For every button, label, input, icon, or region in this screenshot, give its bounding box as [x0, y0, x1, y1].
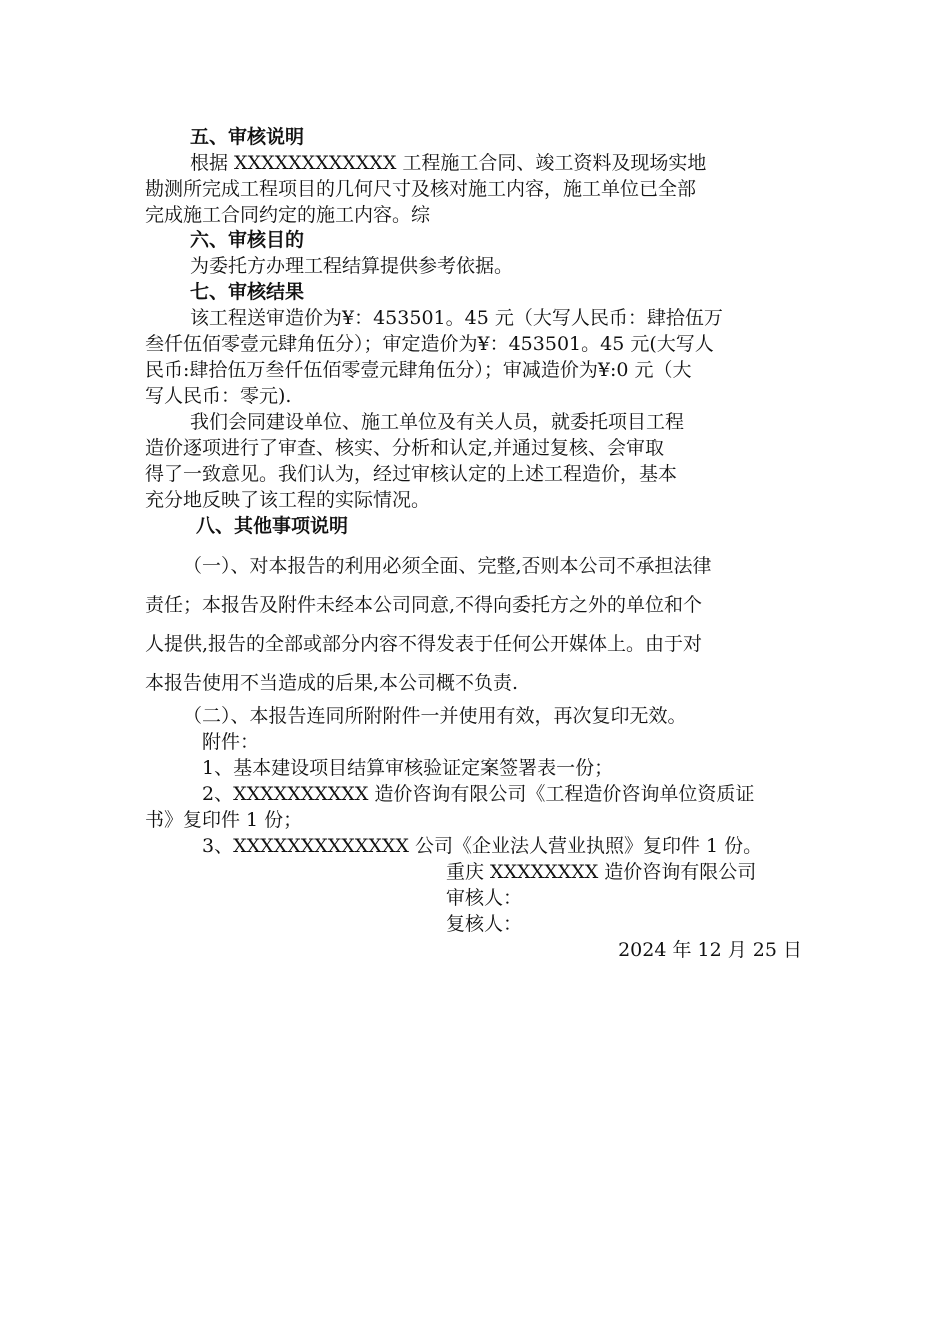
paragraph-line: 造价逐项进行了审查、核实、分析和认定,并通过复核、会审取: [145, 437, 665, 459]
signature-company: 重庆 XXXXXXXX 造价咨询有限公司: [446, 861, 757, 883]
section-heading-audit-description: 五、审核说明: [190, 126, 305, 148]
paragraph-line: 勘测所完成工程项目的几何尺寸及核对施工内容，施工单位已全部: [145, 178, 697, 200]
paragraph-line: 我们会同建设单位、施工单位及有关人员，就委托项目工程: [190, 411, 685, 433]
paragraph-line: 本报告使用不当造成的后果,本公司概不负责.: [145, 672, 519, 694]
paragraph-line: 充分地反映了该工程的实际情况。: [145, 489, 431, 511]
paragraph-line: （一）、对本报告的利用必须全面、完整,否则本公司不承担法律: [183, 555, 712, 577]
section-heading-audit-result: 七、审核结果: [190, 281, 305, 303]
attachment-item: 2、XXXXXXXXXX 造价咨询有限公司《工程造价咨询单位资质证: [202, 783, 755, 805]
paragraph-line: 完成施工合同约定的施工内容。综: [145, 204, 431, 226]
paragraph-line: 写人民币：零元).: [145, 385, 292, 407]
signature-reviewer: 复核人：: [446, 913, 523, 935]
paragraph-line: 为委托方办理工程结算提供参考依据。: [190, 255, 514, 277]
section-heading-audit-purpose: 六、审核目的: [190, 229, 305, 251]
paragraph-line: 人提供,报告的全部或部分内容不得发表于任何公开媒体上。由于对: [145, 633, 703, 655]
attachment-item: 书》复印件 1 份；: [145, 809, 303, 831]
paragraph-line: （二）、本报告连同所附附件一并使用有效，再次复印无效。: [183, 705, 687, 727]
attachments-label: 附件：: [202, 731, 260, 753]
section-heading-other-matters: 八、其他事项说明: [196, 515, 349, 537]
paragraph-line: 根据 XXXXXXXXXXXX 工程施工合同、竣工资料及现场实地: [190, 152, 707, 174]
paragraph-line: 该工程送审造价为¥：453501。45 元（大写人民币：肆拾伍万: [190, 307, 723, 329]
paragraph-line: 叁仟伍佰零壹元肆角伍分）；审定造价为¥：453501。45 元(大写人: [145, 333, 714, 355]
attachment-item: 3、XXXXXXXXXXXXX 公司《企业法人营业执照》复印件 1 份。: [202, 835, 763, 857]
signature-auditor: 审核人：: [446, 887, 523, 909]
attachment-item: 1、基本建设项目结算审核验证定案签署表一份；: [202, 757, 614, 779]
paragraph-line: 责任；本报告及附件未经本公司同意,不得向委托方之外的单位和个: [145, 594, 703, 616]
paragraph-line: 民币:肆拾伍万叁仟伍佰零壹元肆角伍分）；审减造价为¥:0 元（大: [145, 359, 692, 381]
signature-date: 2024 年 12 月 25 日: [618, 939, 802, 961]
paragraph-line: 得了一致意见。我们认为，经过审核认定的上述工程造价，基本: [145, 463, 678, 485]
